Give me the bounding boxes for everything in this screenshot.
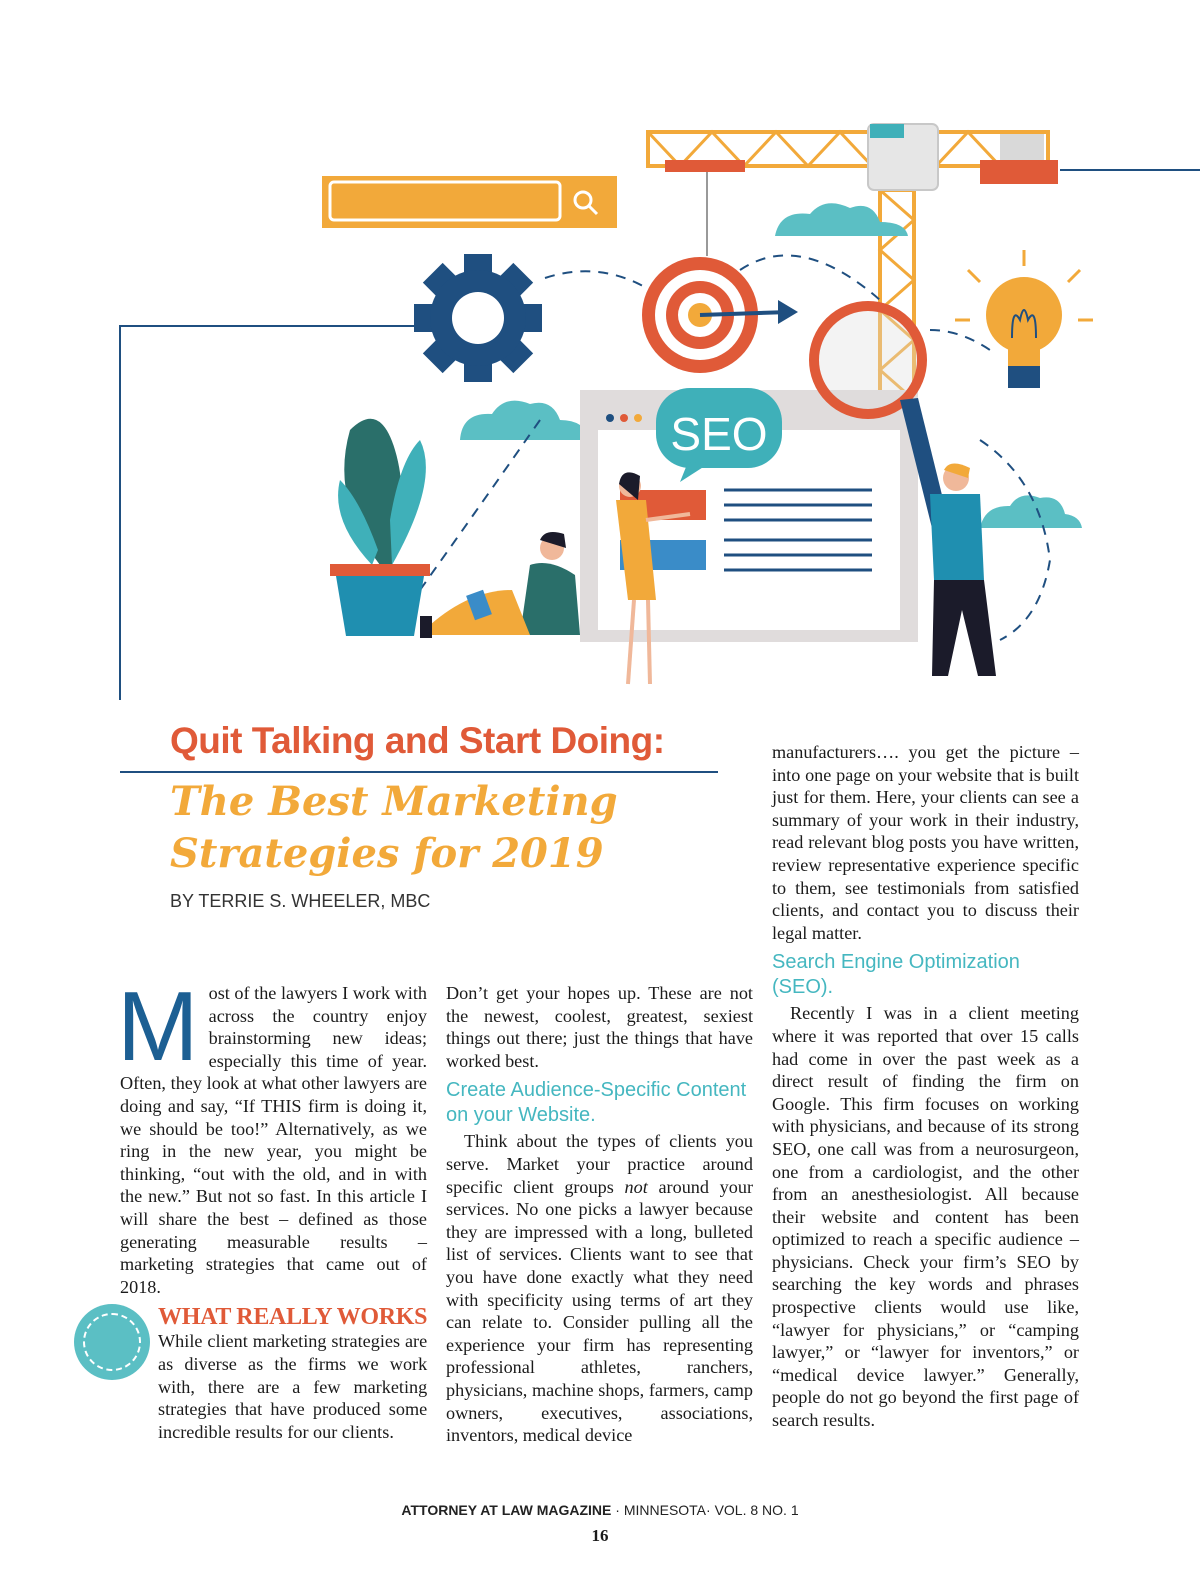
byline: BY TERRIE S. WHEELER, MBC — [170, 891, 431, 911]
intro-paragraph — [117, 971, 427, 1298]
magazine-name: ATTORNEY AT LAW MAGAZINE — [401, 1502, 612, 1518]
section-paragraph: While client marketing strategies are as diverse as the firms we work with, there are a few marketing strategies that have produced some incredible results for our clients. — [158, 1331, 428, 1442]
column-1 — [117, 971, 428, 1443]
subtitle-line-1: The Best Marketing — [170, 778, 618, 825]
paragraph-text: around your services. No one picks a lawyer because they are impressed with a long, bulleted list of services. Clients want to see that you have done exactly what they need with specificity using terms of art they can relate to. Consider pulling all the experience your firm has representing professional athletes, ranchers, physicians, machine shops, farmers, camp owners, executives, associations, inventors, medical device — [446, 1176, 753, 1446]
person-sitting-with-laptop-icon — [420, 532, 580, 638]
edition-info: · MINNESOTA· VOL. 8 NO. 1 — [611, 1502, 799, 1518]
article-subtitle — [170, 776, 730, 880]
article-title: Quit Talking and Start Doing: — [170, 720, 665, 761]
search-bar-icon — [322, 176, 617, 228]
drop-cap: M — [117, 971, 199, 1081]
page-number: 16 — [591, 1526, 609, 1545]
intro-text: ost of the lawyers I work with across the country enjoy brainstorming new ideas; especially this time of year. Often, they look at what other lawyers are doing and say, “If THIS firm is doing it, we should be too!” Alternatively, as we ring in the new year, you might be thinking, “out with the old, and in with the new.” But not so fast. In this article I will share the best – defined as those generating measurable results – marketing strategies that came out of 2018. — [120, 983, 427, 1297]
paragraph-hopes: Don’t get your hopes up. These are not the newest, coolest, greatest, sexiest things out there; just the things that have worked best. — [446, 983, 753, 1071]
what-really-works-section — [120, 1304, 427, 1443]
gear-icon — [414, 254, 542, 382]
column-2 — [446, 982, 753, 1447]
column-3 — [772, 741, 1079, 1432]
lightbulb-icon — [955, 250, 1093, 388]
subtitle-line-2: Strategies for 2019 — [170, 830, 604, 877]
target-icon — [642, 257, 798, 373]
emphasis-text: not — [624, 1176, 648, 1197]
paragraph-seo: Recently I was in a client meeting where it was reported that over 15 calls had come in over the past week as a direct result of finding the firm on Google. This firm focuses on working with physicians, and because of its strong SEO, one call was from a neurosurgeon, one from a cardiologist, and the other from an anesthesiologist. All because their website and content has been optimized to reach a specific audience – physicians. Check your firm’s SEO by searching the key words and phrases prospective clients would use like, “lawyer for physicians,” or “camping lawyer,” or “lawyer for inventors,” or “medical device lawyer.” Generally, people do not go beyond the first page of search results. — [772, 1003, 1079, 1431]
paragraph-manufacturers: manufacturers…. you get the picture – into one page on your website that is built just for them. Here, your clients can see a summary of your work in their industry, read relevant blog posts you have written, review representative experience specific to them, see testimonials from satisfied clients, and contact you to discuss their legal matter. — [772, 742, 1079, 943]
seo-bubble-label: SEO — [670, 408, 768, 460]
page-footer — [0, 1502, 1200, 1518]
paragraph-client-types — [446, 1130, 753, 1446]
subhead-seo: Search Engine Optimization (SEO). — [772, 951, 1020, 999]
section-heading-what-really-works: WHAT REALLY WORKS — [158, 1304, 428, 1331]
person-man-with-magnifier-icon — [930, 463, 996, 676]
decorative-circle-icon — [74, 1304, 150, 1380]
title-underline — [120, 771, 718, 773]
plant-icon — [330, 419, 430, 636]
subhead-audience-specific: Create Audience-Specific Content on your Website. — [446, 1079, 747, 1127]
paragraph-text: Think about the types of clients you serve. Market your practice around specific client groups — [446, 1131, 753, 1197]
seo-marketing-illustration — [0, 0, 1200, 700]
